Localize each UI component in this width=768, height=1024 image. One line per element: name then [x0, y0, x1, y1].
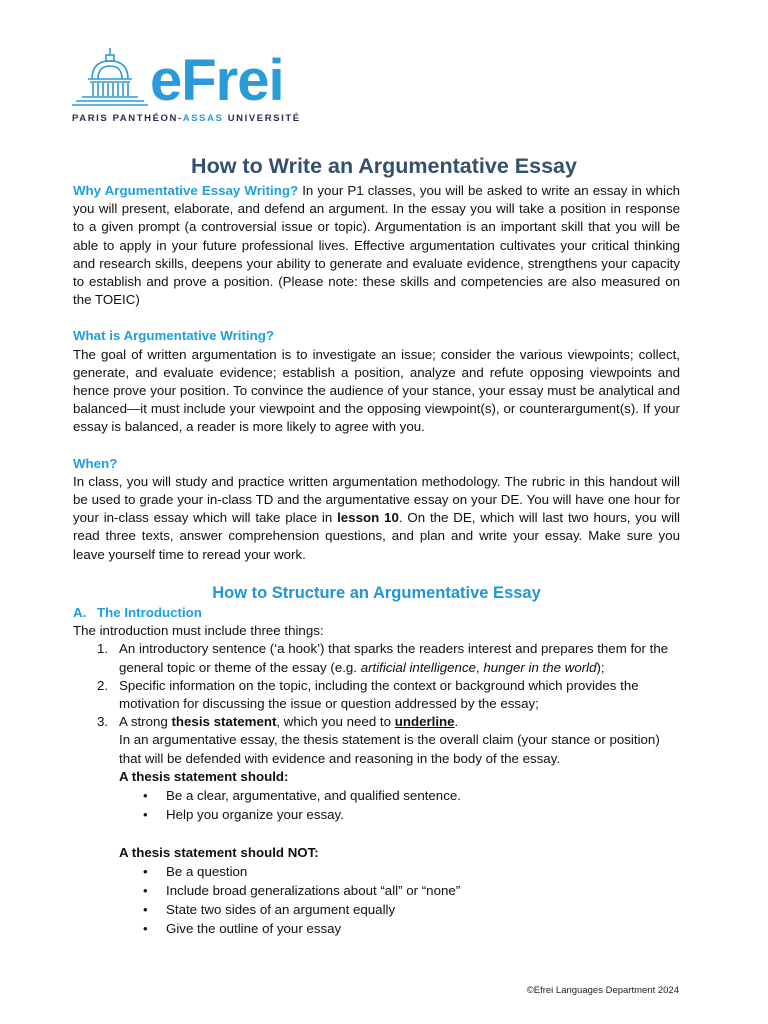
why-heading: Why Argumentative Essay Writing?	[73, 183, 299, 198]
list-item: 2. Specific information on the topic, including the context or background which provides the motivation for discussing the issue or question addressed by the essay;	[97, 677, 639, 712]
list-item: 1. An introductory sentence (‘a hook’) that sparks the readers interest and prepares them for the general topic or theme of the essay (e.g. artificial intelligence, hunger in the world);	[97, 641, 669, 675]
list-item: • Give the outline of your essay	[143, 921, 342, 937]
should-not-list	[73, 863, 680, 939]
section-a-heading: A. The Introduction	[73, 605, 202, 621]
list-item: • Be a question	[143, 863, 248, 879]
pantheon-dome-icon	[72, 46, 148, 110]
document-body	[73, 182, 680, 940]
page-title: How to Write an Argumentative Essay	[191, 154, 577, 178]
when-heading: When?	[73, 455, 118, 471]
when-paragraph: In class, you will study and practice written argumentation methodology. The rubric in this handout will be used to grade your in-class TD and the argumentative essay on your DE. You will have one hour for your in-class essay which will take place in lesson 10. On the DE, which will last two hours, you will read three texts, answer comprehension questions, and plan and write your essay. Make sure you leave yourself time to reread your work.	[73, 473, 681, 562]
list-item: • State two sides of an argument equally	[143, 902, 396, 918]
should-not-heading: A thesis statement should NOT:	[119, 844, 319, 860]
list-item: 3. A strong thesis statement, which you need to underline.	[97, 714, 459, 730]
efrei-logo	[72, 46, 312, 128]
should-heading: A thesis statement should:	[119, 768, 289, 784]
what-heading: What is Argumentative Writing?	[73, 328, 274, 344]
what-paragraph: The goal of written argumentation is to investigate an issue; consider the various viewpoints; collect, generate, and evaluate evidence; establish a position, analyze and refute opposing viewpoints and hence prove your position. To convince the audience of your stance, your essay must be analytical and balanced—it must include your viewpoint and the opposing viewpoint(s), or counterargument(s). If your essay is balanced, a reader is more likely to agree with you.	[73, 346, 680, 435]
intro-requirements-list	[73, 640, 680, 731]
list-item: • Be a clear, argumentative, and qualified sentence.	[143, 788, 461, 804]
list-item: • Include broad generalizations about “all” or “none”	[143, 882, 461, 898]
footer-copyright: ©Efrei Languages Department 2024	[526, 985, 679, 996]
list-item: • Help you organize your essay.	[143, 807, 344, 823]
thesis-description: In an argumentative essay, the thesis statement is the overall claim (your stance or position) that will be defended with evidence and reasoning in the body of the essay.	[119, 732, 660, 766]
why-paragraph: Why Argumentative Essay Writing? In your P1 classes, you will be asked to write an essay in which you will present, elaborate, and defend an argument. In the essay you will take a position in response to a given prompt (a controversial issue or topic). Argumentation is an important skill that you will be able to apply in your future professional lives. Effective argumentation cultivates your critical thinking and research skills, deepens your ability to generate and evaluate evidence, strengthens your capacity to establish and prove a position. (Please note: these skills and competencies are also measured on the TOEIC)	[73, 183, 681, 308]
intro-line: The introduction must include three things:	[73, 623, 324, 639]
should-list	[73, 787, 680, 824]
brand-wordmark: eFrei	[150, 48, 284, 113]
brand-subtitle: PARIS PANTHÉON-ASSAS UNIVERSITÉ	[72, 113, 301, 124]
structure-title: How to Structure an Argumentative Essay	[212, 583, 541, 602]
